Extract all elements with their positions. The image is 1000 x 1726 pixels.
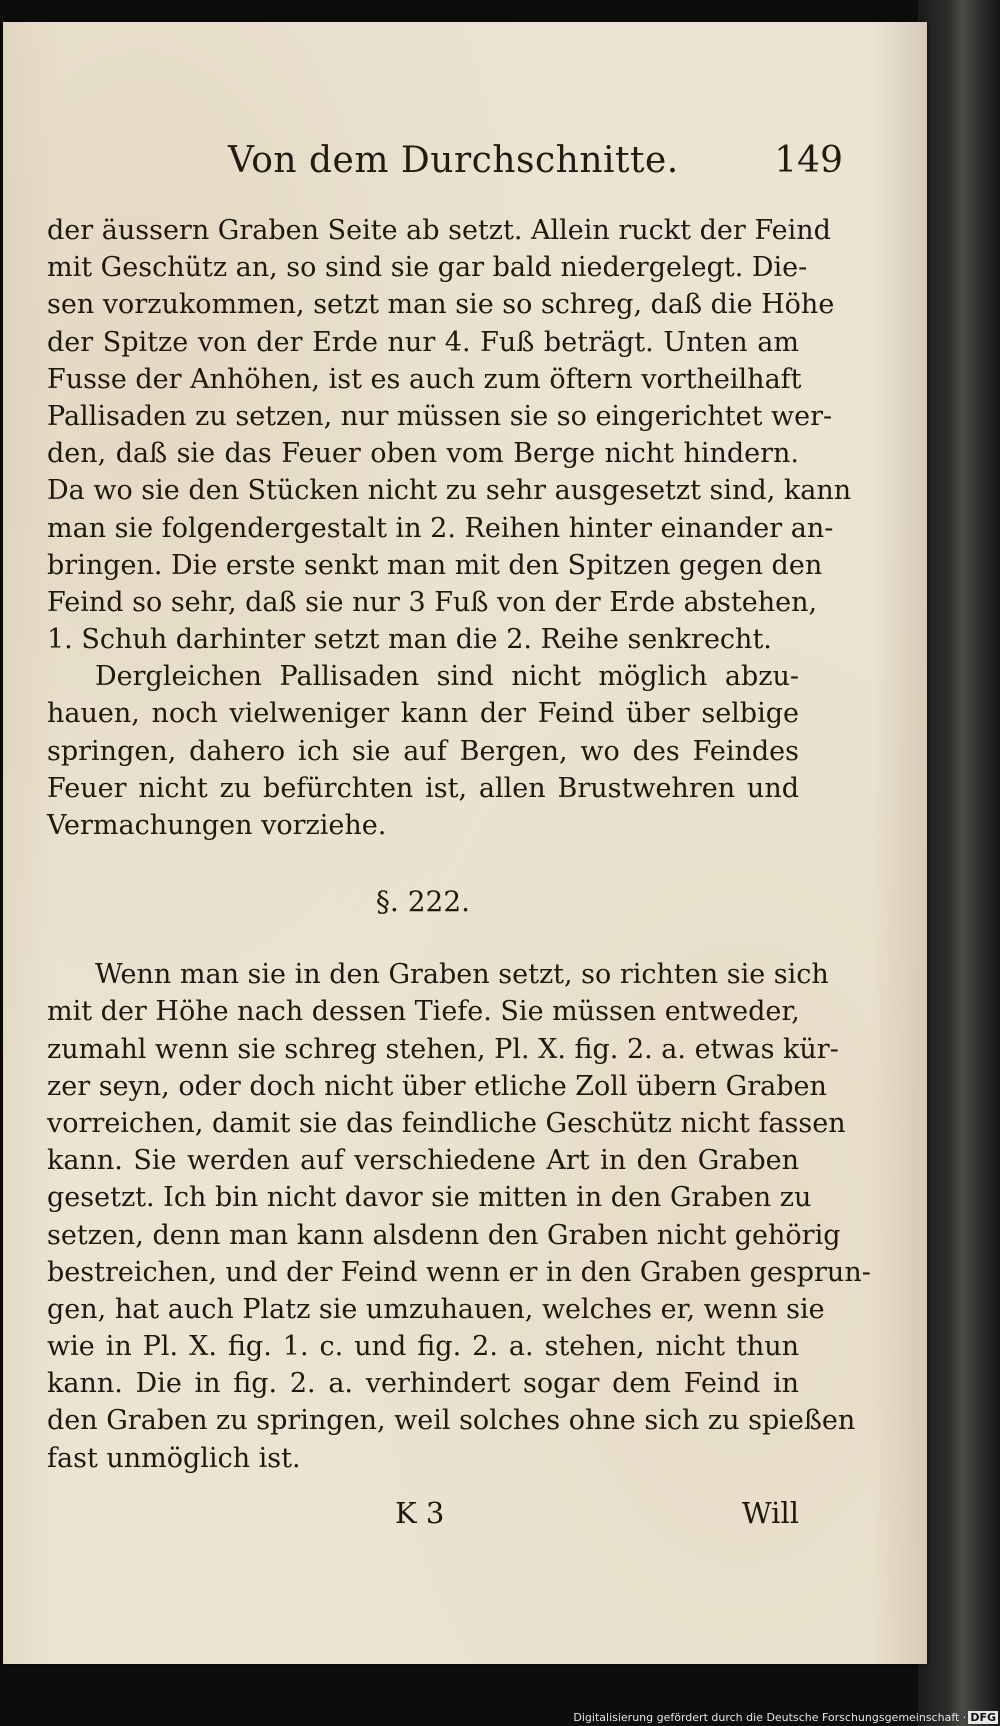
text-line: Fusse der Anhöhen, ist es auch zum öftern vortheilhaft — [47, 363, 802, 395]
signature-mark: K 3 — [395, 1496, 445, 1530]
running-head — [43, 140, 843, 200]
text-line: der äussern Graben Seite ab setzt. Allein ruckt der Feind — [47, 215, 831, 246]
book-edge — [918, 0, 1000, 1726]
running-head-title: Von dem Durchschnitte. — [228, 140, 679, 181]
text-line: kann. Die in fig. 2. a. verhindert sogar dem Feind in — [47, 1368, 799, 1400]
text-line: mit der Höhe nach dessen Tiefe. Sie müssen entweder, — [47, 996, 800, 1028]
catchword: Will — [741, 1496, 799, 1530]
paragraph — [47, 658, 799, 844]
text-line: Wenn man sie in den Graben setzt, so richten sie sich — [95, 959, 829, 991]
text-line: den Graben zu springen, weil solches ohne sich zu spießen — [47, 1405, 856, 1437]
text-line: Feuer nicht zu befürchten ist, allen Brustwehren und — [47, 772, 799, 804]
text-line: Dergleichen Pallisaden sind nicht möglich abzu- — [95, 661, 799, 693]
text-line: mit Geschütz an, so sind sie gar bald niedergelegt. Die- — [47, 252, 808, 284]
text-line: man sie folgendergestalt in 2. Reihen hinter einander an- — [47, 512, 834, 544]
text-line: Pallisaden zu setzen, nur müssen sie so eingerichtet wer- — [47, 400, 833, 432]
paragraph — [47, 956, 871, 1477]
text-line: kann. Sie werden auf verschiedene Art in den Graben — [47, 1145, 799, 1177]
dfg-logo: DFG — [970, 1711, 996, 1724]
paragraph — [47, 212, 852, 658]
text-line: der Spitze von der Erde nur 4. Fuß beträgt. Unten am — [47, 326, 799, 358]
page-number: 149 — [774, 140, 843, 181]
text-line: fast unmöglich ist. — [47, 1442, 301, 1474]
digitization-credit — [573, 1711, 998, 1724]
text-line: bringen. Die erste senkt man mit den Spitzen gegen den — [47, 549, 823, 581]
page-footer — [47, 1496, 799, 1546]
text-line: zer seyn, oder doch nicht über etliche Zoll übern Graben — [47, 1070, 827, 1102]
section-heading: §. 222. — [375, 885, 471, 919]
text-line: zumahl wenn sie schreg stehen, Pl. X. fig. 2. a. etwas kür- — [47, 1033, 839, 1065]
text-line: gesetzt. Ich bin nicht davor sie mitten in den Graben zu — [47, 1182, 812, 1214]
text-line: 1. Schuh darhinter setzt man die 2. Reihe senkrecht. — [47, 624, 772, 656]
text-line: den, daß sie das Feuer oben vom Berge nicht hindern. — [47, 438, 799, 470]
body-text — [47, 212, 871, 1477]
book-page — [3, 22, 927, 1664]
text-line: Da wo sie den Stücken nicht zu sehr ausgesetzt sind, kann — [47, 475, 852, 507]
text-line: sen vorzukommen, setzt man sie so schreg, daß die Höhe — [47, 289, 835, 321]
text-line: gen, hat auch Platz sie umzuhauen, welches er, wenn sie — [47, 1293, 825, 1325]
text-line: vorreichen, damit sie das feindliche Geschütz nicht fassen — [47, 1107, 846, 1139]
text-line: hauen, noch vielweniger kann der Feind über selbige — [47, 698, 799, 730]
text-line: bestreichen, und der Feind wenn er in den Graben gesprun- — [47, 1256, 871, 1288]
text-line: setzen, denn man kann alsdenn den Graben nicht gehörig — [47, 1219, 841, 1251]
text-line: Feind so sehr, daß sie nur 3 Fuß von der Erde abstehen, — [47, 586, 818, 618]
text-line: wie in Pl. X. fig. 1. c. und fig. 2. a. stehen, nicht thun — [47, 1331, 799, 1363]
credit-text: Digitalisierung gefördert durch die Deutsche Forschungsgemeinschaft · — [573, 1711, 967, 1724]
text-line: Vermachungen vorziehe. — [47, 810, 387, 841]
text-line: springen, dahero ich sie auf Bergen, wo des Feindes — [47, 735, 799, 767]
